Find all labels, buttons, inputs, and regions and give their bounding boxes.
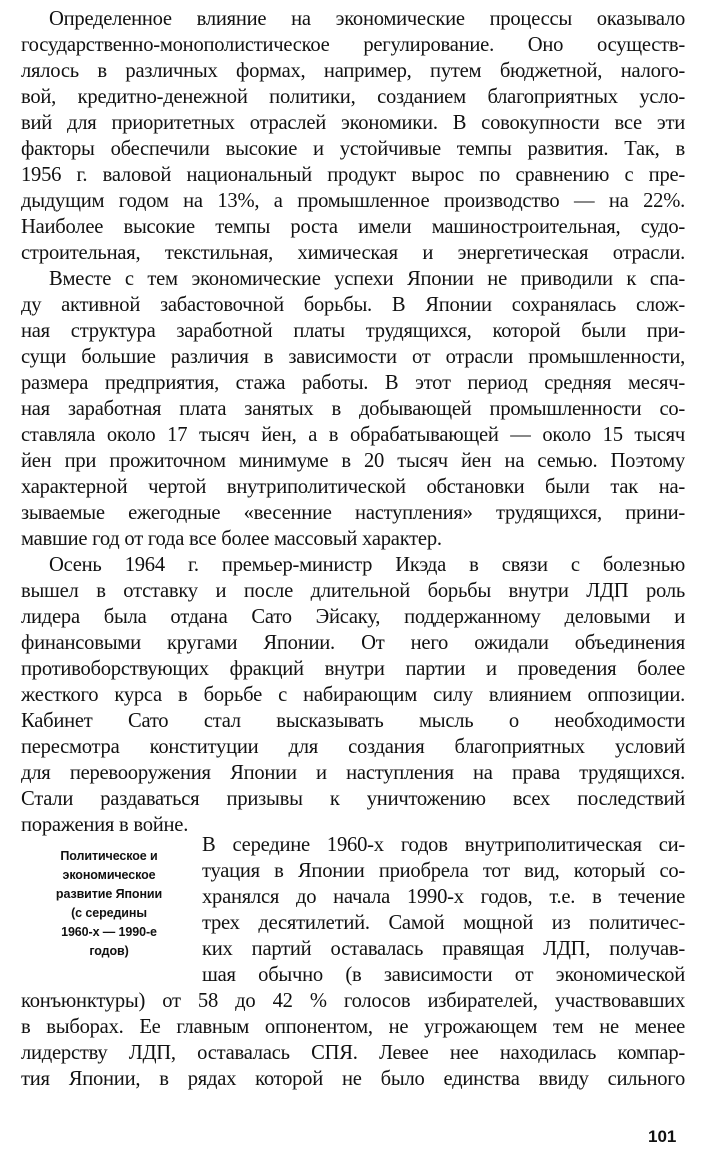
- section-heading-line: развитие Японии: [55, 887, 163, 901]
- text-line: В середине 1960-х годов внутриполитическая си-: [202, 834, 685, 856]
- section-heading-line: (с середины: [71, 906, 147, 920]
- text-line: вышел в отставку и после длительной борьбы внутри ЛДП роль: [21, 580, 685, 602]
- text-line: для перевооружения Японии и наступления на права трудящихся.: [21, 762, 685, 784]
- text-line: характерной чертой внутриполитической обстановки были так на-: [21, 476, 685, 498]
- text-line: ставляла около 17 тысяч йен, а в обрабатывающей — около 15 тысяч: [21, 424, 685, 446]
- text-line: факторы обеспечили высокие и устойчивые темпы развития. Так, в: [21, 138, 685, 160]
- section-heading-line: 1960-х — 1990-е: [61, 925, 157, 939]
- text-line: лялось в различных формах, например, путем бюджетной, налого-: [21, 60, 685, 82]
- text-line: 1956 г. валовой национальный продукт вырос по сравнению с пре-: [21, 164, 685, 186]
- section-heading-line: Политическое и: [60, 849, 158, 863]
- text-line: ких партий оставалась правящая ЛДП, получав-: [202, 938, 685, 960]
- text-line: тия Японии, в рядах которой не было единства ввиду сильного: [21, 1068, 685, 1090]
- text-line: строительная, текстильная, химическая и энергетическая отрасли.: [21, 242, 685, 264]
- text-line: финансовыми кругами Японии. От него ожидали объединения: [21, 632, 685, 654]
- text-line: ная заработная плата занятых в добывающей промышленности со-: [21, 398, 685, 420]
- text-line: ная структура заработной платы трудящихся, которой были при-: [21, 320, 685, 342]
- text-line: туация в Японии приобрела тот вид, который со-: [202, 860, 685, 882]
- text-line: Стали раздаваться призывы к уничтожению всех последствий: [21, 788, 685, 810]
- text-line: зываемые ежегодные «весенние наступления» трудящихся, прини-: [21, 502, 685, 524]
- text-line: жесткого курса в борьбе с набирающим силу влиянием оппозиции.: [21, 684, 685, 706]
- section-heading-line: экономическое: [62, 868, 156, 882]
- text-line: трех десятилетий. Самой мощной из политичес-: [202, 912, 685, 934]
- text-line: ду активной забастовочной борьбы. В Японии сохранялась слож-: [21, 294, 685, 316]
- text-line: хранялся до начала 1990-х годов, т.е. в течение: [202, 886, 685, 908]
- text-line: Кабинет Сато стал высказывать мысль о необходимости: [21, 710, 685, 732]
- text-line: размера предприятия, стажа работы. В этот период средняя месяч-: [21, 372, 685, 394]
- text-line: шая обычно (в зависимости от экономической: [202, 964, 685, 986]
- text-line: противоборствующих фракций внутри партии и проведения более: [21, 658, 685, 680]
- text-line: конъюнктуры) от 58 до 42 % голосов избирателей, участвовавших: [21, 990, 685, 1012]
- text-line: мавшие год от года все более массовый характер.: [21, 528, 442, 550]
- page-number: 101: [648, 1127, 677, 1146]
- text-line: вой, кредитно-денежной политики, созданием благоприятных усло-: [21, 86, 685, 108]
- text-line: пересмотра конституции для создания благоприятных условий: [21, 736, 685, 758]
- text-line: Вместе с тем экономические успехи Японии не приводили к спа-: [49, 268, 685, 290]
- text-line: Осень 1964 г. премьер-министр Икэда в связи с болезнью: [49, 554, 685, 576]
- text-line: лидерству ЛДП, оставалась СПЯ. Левее нее находилась компар-: [21, 1042, 685, 1064]
- text-line: в выборах. Ее главным оппонентом, не угрожающем тем не менее: [21, 1016, 685, 1038]
- section-heading: [22, 847, 196, 961]
- text-line: государственно-монополистическое регулирование. Оно осуществ-: [21, 34, 685, 56]
- text-line: поражения в войне.: [21, 814, 189, 836]
- text-line: дыдущим годом на 13%, а промышленное производство — на 22%.: [21, 190, 685, 212]
- text-line: сущи большие различия в зависимости от отрасли промышленности,: [21, 346, 685, 368]
- section-heading-line: годов): [89, 944, 129, 958]
- text-line: Наиболее высокие темпы роста имели машиностроительная, судо-: [21, 216, 685, 238]
- text-line: йен при прожиточном минимуме в 20 тысяч йен на семью. Поэтому: [21, 450, 685, 472]
- text-line: Определенное влияние на экономические процессы оказывало: [49, 8, 685, 30]
- text-line: лидера была отдана Сато Эйсаку, поддержанному деловыми и: [21, 606, 685, 628]
- text-line: вий для приоритетных отраслей экономики. В совокупности все эти: [21, 112, 685, 134]
